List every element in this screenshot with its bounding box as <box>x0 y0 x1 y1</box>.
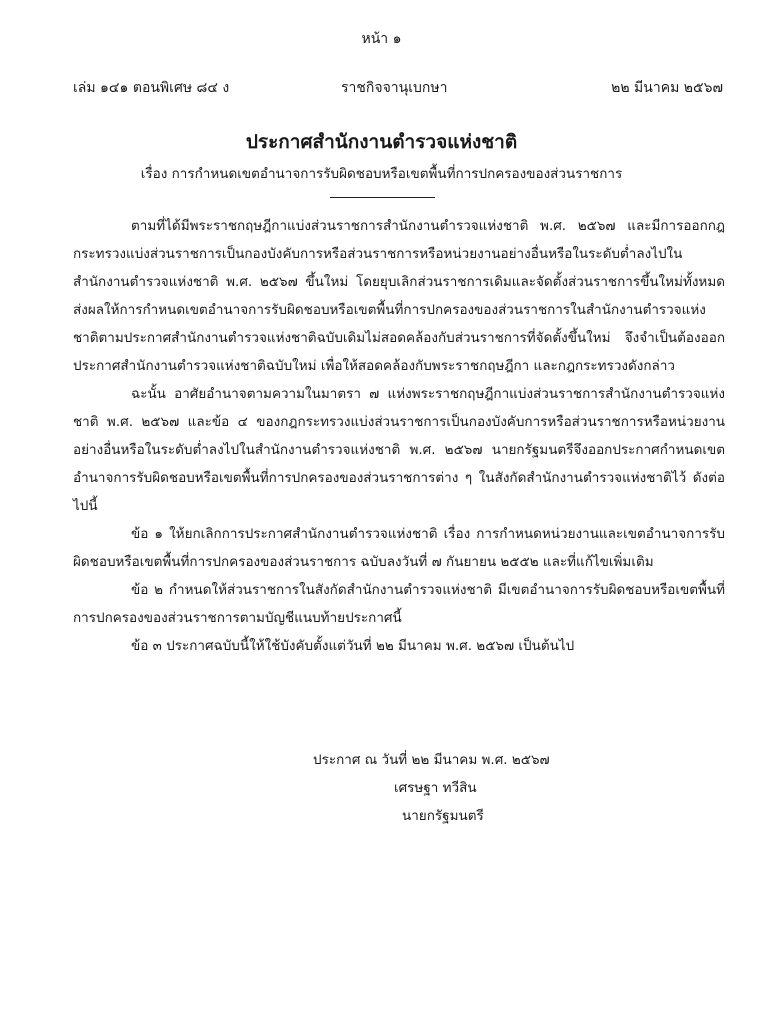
announcement-subject: เรื่อง การกำหนดเขตอำนาจการรับผิดชอบหรือเขตพื้นที่การปกครองของส่วนราชการ <box>140 166 623 182</box>
clause-2: ข้อ ๒ กำหนดให้ส่วนราชการในสังกัดสำนักงานตำรวจแห่งชาติ มีเขตอำนาจการรับผิดชอบหรือเขตพื้นที่การปกครองของส่วนราชการตามบัญชีแนบท้ายประกาศนี้ <box>73 582 725 626</box>
signatory-name: เศรษฐา ทวีสิน <box>394 780 477 796</box>
signature-date: ประกาศ ณ วันที่ ๒๒ มีนาคม พ.ศ. ๒๕๖๗ <box>313 752 550 768</box>
announcement-body <box>73 212 725 660</box>
gazette-volume: เล่ม ๑๔๑ ตอนพิเศษ ๘๔ ง <box>73 80 230 96</box>
announcement-title: ประกาศสำนักงานตำรวจแห่งชาติ <box>245 131 518 153</box>
page-number: หน้า ๑ <box>361 31 402 47</box>
paragraph-authority: ฉะนั้น อาศัยอำนาจตามความในมาตรา ๗ แห่งพระราชกฤษฎีกาแบ่งส่วนราชการสำนักงานตำรวจแห่งชาติ พ.ศ. ๒๕๖๗ และข้อ ๔ ของกฎกระทรวงแบ่งส่วนราชการเป็นกองบังคับการหรือส่วนราชการหรือหน่วยงานอย่างอื่นหรือในระดับต่ำลงไปในสำนักงานตำรวจแห่งชาติ พ.ศ. ๒๕๖๗ นายกรัฐมนตรีจึงออกประกาศกำหนดเขตอำนาจการรับผิดชอบหรือเขตพื้นที่การปกครองของส่วนราชการต่าง ๆ ในสังกัดสำนักงานตำรวจแห่งชาติไว้ ดังต่อไปนี้ <box>73 386 725 514</box>
gazette-name: ราชกิจจานุเบกษา <box>341 80 448 96</box>
title-divider <box>330 197 435 198</box>
signatory-position: นายกรัฐมนตรี <box>402 808 484 824</box>
paragraph-preamble: ตามที่ได้มีพระราชกฤษฎีกาแบ่งส่วนราชการสำนักงานตำรวจแห่งชาติ พ.ศ. ๒๕๖๗ และมีการออกกฎกระทรวงแบ่งส่วนราชการเป็นกองบังคับการหรือส่วนราชการหรือหน่วยงานอย่างอื่นหรือในระดับต่ำลงไปในสำนักงานตำรวจแห่งชาติ พ.ศ. ๒๕๖๗ ขึ้นใหม่ โดยยุบเลิกส่วนราชการเดิมและจัดตั้งส่วนราชการขึ้นใหม่ทั้งหมด ส่งผลให้การกำหนดเขตอำนาจการรับผิดชอบหรือเขตพื้นที่การปกครองของส่วนราชการในสำนักงานตำรวจแห่งชาติตามประกาศสำนักงานตำรวจแห่งชาติฉบับเดิมไม่สอดคล้องกับส่วนราชการที่จัดตั้งขึ้นใหม่ จึงจำเป็นต้องออกประกาศสำนักงานตำรวจแห่งชาติฉบับใหม่ เพื่อให้สอดคล้องกับพระราชกฤษฎีกา และกฎกระทรวงดังกล่าว <box>73 218 725 374</box>
gazette-date: ๒๒ มีนาคม ๒๕๖๗ <box>611 80 723 96</box>
clause-3: ข้อ ๓ ประกาศฉบับนี้ให้ใช้บังคับตั้งแต่วันที่ ๒๒ มีนาคม พ.ศ. ๒๕๖๗ เป็นต้นไป <box>131 638 575 654</box>
clause-1: ข้อ ๑ ให้ยกเลิกการประกาศสำนักงานตำรวจแห่งชาติ เรื่อง การกำหนดหน่วยงานและเขตอำนาจการรับผิดชอบหรือเขตพื้นที่การปกครองของส่วนราชการ ฉบับลงวันที่ ๗ กันยายน ๒๕๕๒ และที่แก้ไขเพิ่มเติม <box>73 526 725 570</box>
